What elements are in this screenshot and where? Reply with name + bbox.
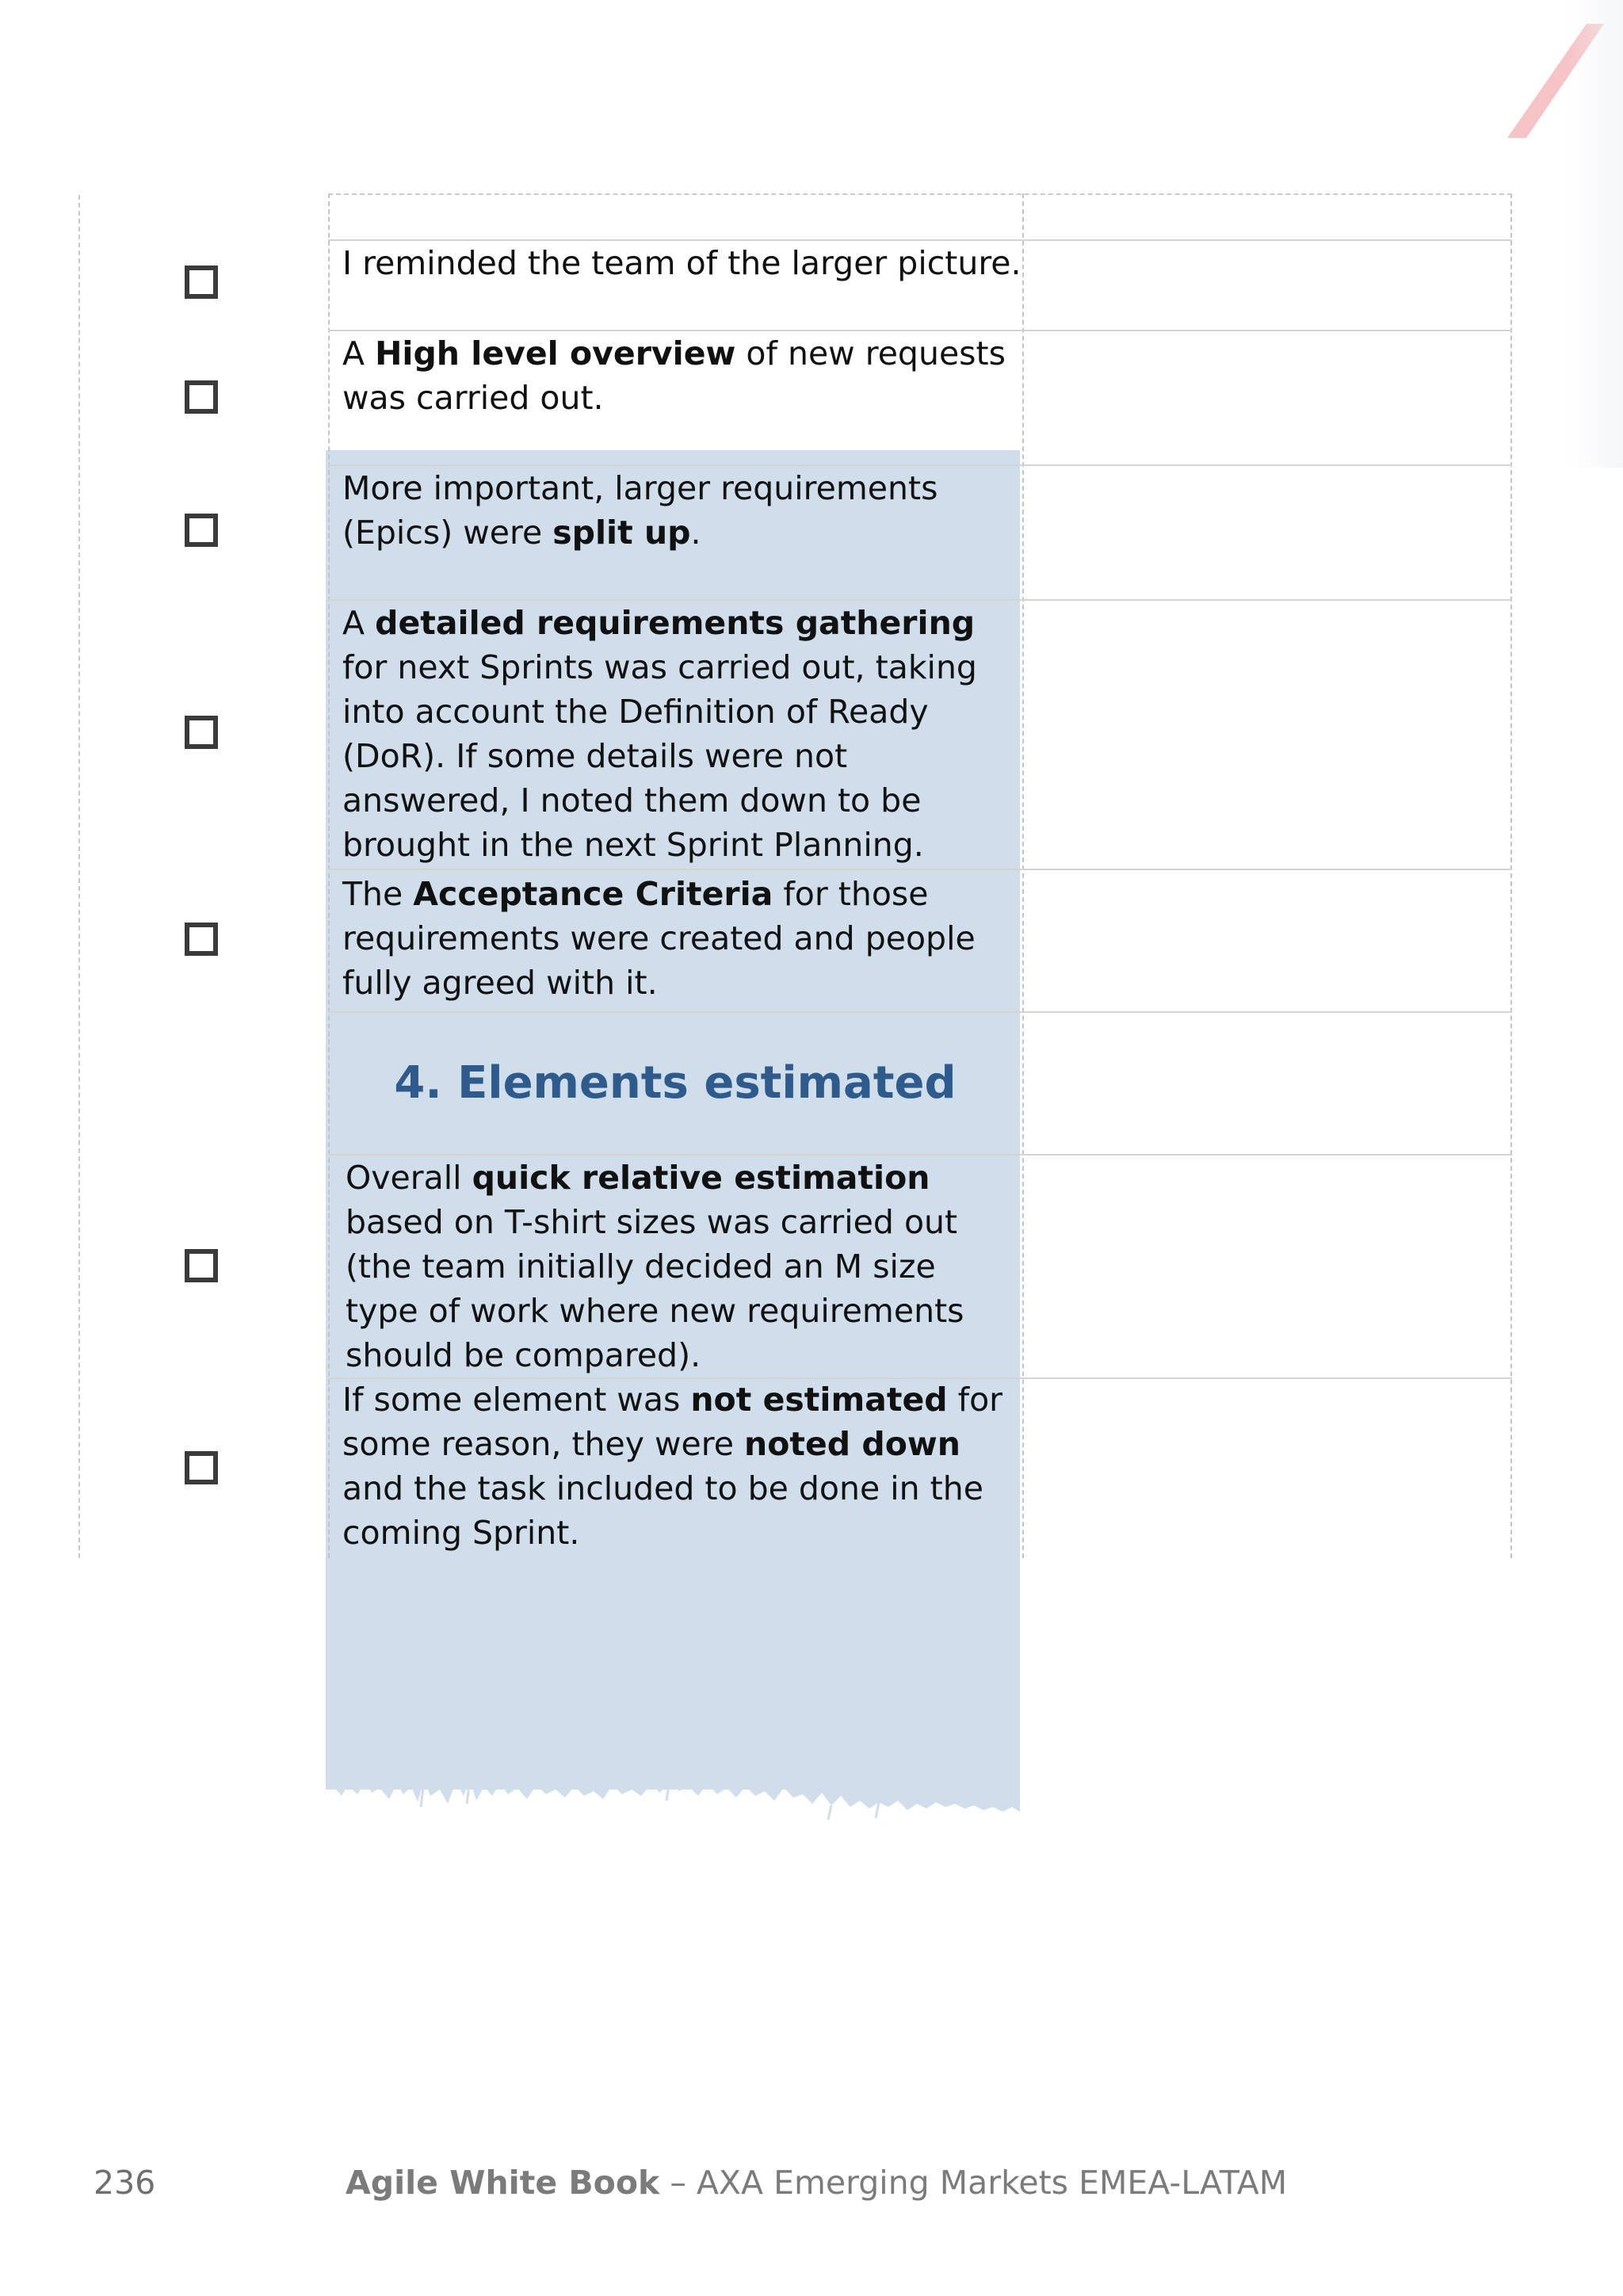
bold-text: not estimated bbox=[690, 1381, 948, 1419]
text-segment: If some element was bbox=[342, 1381, 691, 1419]
checkbox[interactable] bbox=[185, 1451, 218, 1484]
text-segment: I reminded the team of the larger picture. bbox=[342, 244, 1022, 282]
checklist-item-text bbox=[342, 601, 1022, 867]
checkbox[interactable] bbox=[185, 923, 218, 956]
table-left-border bbox=[328, 193, 330, 1558]
text-segment: Overall bbox=[346, 1159, 472, 1197]
text-segment: and the task included to be done in the coming Sprint. bbox=[342, 1469, 983, 1552]
checkbox[interactable] bbox=[185, 380, 218, 414]
checklist-item-text bbox=[346, 1156, 1011, 1377]
bold-text: split up bbox=[552, 514, 691, 552]
text-segment: The bbox=[342, 875, 414, 913]
text-segment: for some reason, they were bbox=[342, 1381, 1003, 1463]
text-segment: for next Sprints was carried out, taking into account the Definition of Ready (DoR). If some details were not answered, I noted them down to be brought in the next Sprint Planning. bbox=[342, 648, 977, 864]
text-segment: of new requests was carried out. bbox=[342, 334, 1006, 417]
footer-separator: – bbox=[659, 2164, 697, 2202]
torn-paper-edge bbox=[324, 1772, 1022, 1836]
bold-text: Acceptance Criteria bbox=[413, 875, 773, 913]
checklist-item-text bbox=[342, 1377, 1022, 1555]
book-subtitle: AXA Emerging Markets EMEA-LATAM bbox=[696, 2164, 1288, 2202]
bold-text: quick relative estimation bbox=[472, 1159, 930, 1197]
section-heading: 4. Elements estimated bbox=[394, 1057, 957, 1109]
row-divider bbox=[328, 869, 1512, 870]
bold-text: noted down bbox=[744, 1425, 960, 1463]
checklist-table bbox=[328, 193, 1512, 1558]
checklist-item-text bbox=[342, 466, 1022, 555]
footer-title bbox=[346, 2160, 1287, 2205]
text-segment: based on T-shirt sizes was carried out (the team initially decided an M size type of work where new requirements should be compared). bbox=[346, 1203, 964, 1374]
text-segment: . bbox=[690, 514, 701, 552]
bold-text: High level overview bbox=[375, 334, 736, 372]
text-segment: A bbox=[342, 334, 376, 372]
text-segment: More important, larger requirements (Epics) were bbox=[342, 469, 938, 552]
bold-text: detailed requirements gathering bbox=[375, 604, 976, 642]
table-header-row bbox=[328, 193, 1512, 241]
text-segment: A bbox=[342, 604, 376, 642]
row-divider bbox=[328, 1011, 1512, 1013]
checkbox[interactable] bbox=[185, 514, 218, 547]
page-edge-shadow bbox=[1568, 0, 1623, 468]
table-column-divider bbox=[1022, 193, 1024, 1558]
checkbox[interactable] bbox=[185, 266, 218, 299]
checkbox[interactable] bbox=[185, 1249, 218, 1282]
checkbox[interactable] bbox=[185, 716, 218, 749]
table-right-border bbox=[1510, 193, 1512, 1558]
text-segment: for those requirements were created and people fully agreed with it. bbox=[342, 875, 976, 1002]
checklist-item-text bbox=[342, 872, 1022, 1005]
checklist-item-text bbox=[342, 241, 1022, 285]
page-number: 236 bbox=[94, 2164, 156, 2202]
book-title: Agile White Book bbox=[346, 2164, 660, 2202]
left-margin-guide bbox=[78, 195, 80, 1558]
checklist-item-text bbox=[342, 331, 1022, 420]
